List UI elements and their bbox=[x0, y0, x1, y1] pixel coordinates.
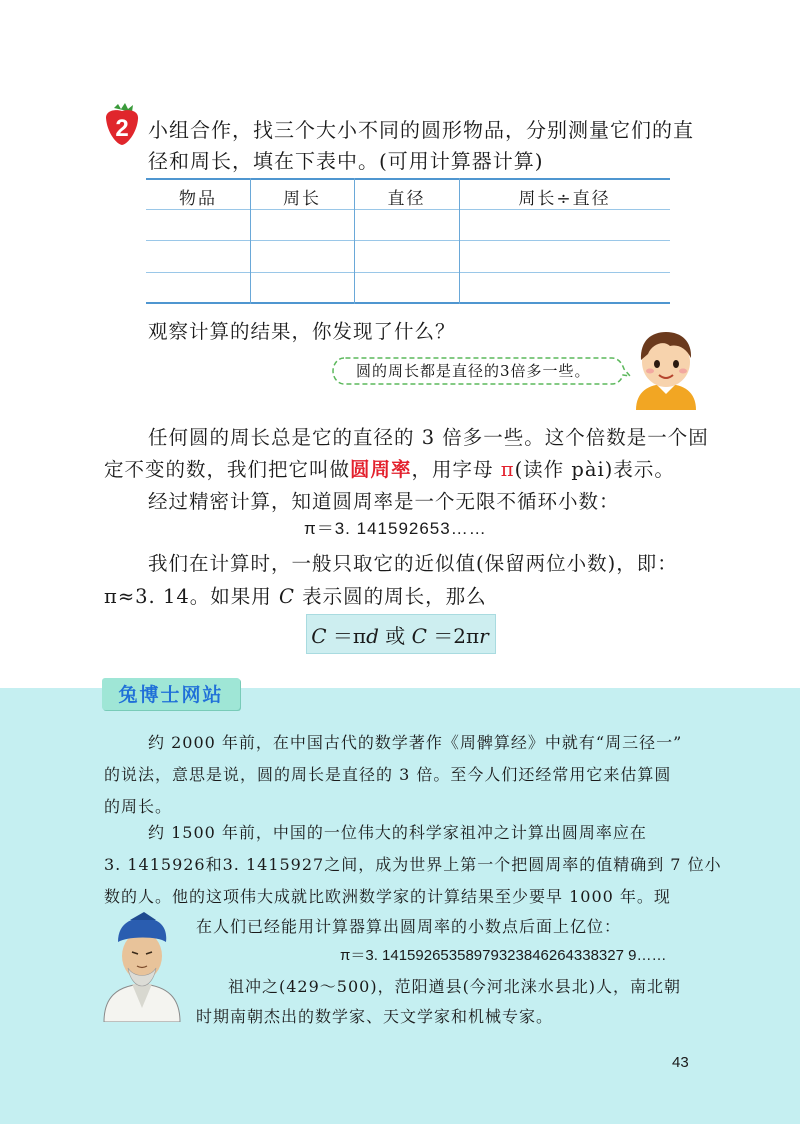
activity-text-line-2: 径和周长，填在下表中。(可用计算器计算) bbox=[148, 149, 544, 173]
definition-line-2-middle: ，用字母 bbox=[411, 458, 501, 481]
pi-value: π＝3. 141592653…… bbox=[304, 519, 487, 538]
boy-illustration bbox=[626, 326, 706, 410]
history-paragraph-1-line-3: 的周长。 bbox=[104, 797, 173, 816]
question-text: 观察计算的结果，你发现了什么？ bbox=[148, 320, 456, 343]
formula-equals-2pi: ＝2π bbox=[426, 624, 480, 648]
formula-r: r bbox=[479, 624, 489, 648]
strawberry-number-badge bbox=[102, 102, 142, 146]
table-header-diameter: 直径 bbox=[387, 189, 426, 209]
formula-d: d bbox=[366, 624, 379, 648]
pi-long-value: π＝3. 14159265358979323846264338327 9…… bbox=[340, 947, 667, 964]
formula-equals-pi: ＝π bbox=[326, 624, 367, 648]
zu-chongzhi-portrait bbox=[100, 912, 184, 1022]
history-paragraph-2-line-1: 约 1500 年前，中国的一位伟大的科学家祖冲之计算出圆周率应在 bbox=[148, 823, 647, 842]
table-bottom-border bbox=[146, 302, 670, 304]
pi-symbol: π bbox=[500, 458, 515, 481]
table-row[interactable] bbox=[146, 241, 670, 272]
bio-line-2: 时期南朝杰出的数学家、天文学家和机械专家。 bbox=[196, 1007, 554, 1026]
table-header-item: 物品 bbox=[179, 189, 217, 209]
definition-line-5 bbox=[104, 581, 487, 609]
history-paragraph-2-line-3: 数的人。他的这项伟大成就比欧洲数学家的计算结果至少要早 1000 年。现 bbox=[104, 887, 671, 906]
definition-line-5-end: 表示圆的周长，那么 bbox=[294, 585, 487, 608]
history-paragraph-1-line-2: 的说法，意思是说，圆的周长是直径的 3 倍。至今人们还经常用它来估算圆 bbox=[104, 765, 672, 784]
history-paragraph-1-line-1: 约 2000 年前，在中国古代的数学著作《周髀算经》中就有“周三径一” bbox=[148, 733, 683, 752]
table-row[interactable] bbox=[146, 273, 670, 302]
definition-line-2 bbox=[104, 454, 675, 482]
table-header-ratio: 周长÷直径 bbox=[518, 189, 611, 209]
definition-line-3: 经过精密计算，知道圆周率是一个无限不循环小数： bbox=[148, 490, 620, 513]
history-paragraph-2-line-2: 3. 1415926和3. 1415927之间，成为世界上第一个把圆周率的值精确到 7 位小 bbox=[104, 855, 722, 874]
activity-text-line-1: 小组合作，找三个大小不同的圆形物品，分别测量它们的直 bbox=[148, 118, 694, 142]
table-top-border bbox=[146, 178, 670, 180]
formula-c-2: C bbox=[411, 624, 427, 648]
definition-line-1: 任何圆的周长总是它的直径的 3 倍多一些。这个倍数是一个固 bbox=[148, 426, 709, 449]
page-number: 43 bbox=[672, 1054, 689, 1071]
formula-or: 或 bbox=[378, 624, 412, 648]
definition-line-4: 我们在计算时，一般只取它的近似值(保留两位小数)，即： bbox=[148, 552, 678, 575]
formula-c: C bbox=[311, 624, 327, 648]
table-header-circumference: 周长 bbox=[283, 189, 321, 209]
speech-bubble-text: 圆的周长都是直径的3倍多一些。 bbox=[356, 362, 591, 380]
measurement-table bbox=[146, 178, 670, 304]
table-row[interactable] bbox=[146, 210, 670, 240]
website-title: 兔博士网站 bbox=[118, 684, 224, 706]
definition-line-2-end: (读作 pài)表示。 bbox=[514, 458, 675, 481]
circumference-formula bbox=[306, 620, 494, 649]
history-paragraph-2-line-4: 在人们已经能用计算器算出圆周率的小数点后面上亿位： bbox=[196, 917, 622, 936]
activity-number: 2 bbox=[115, 115, 129, 142]
variable-c: C bbox=[278, 585, 295, 608]
bio-line-1: 祖冲之(429～500)，范阳遒县(今河北涞水县北)人，南北朝 bbox=[228, 977, 682, 996]
term-pi-highlight: 圆周率 bbox=[350, 458, 412, 481]
definition-line-5-start: π≈3. 14。如果用 bbox=[104, 585, 279, 608]
definition-line-2-start: 定不变的数，我们把它叫做 bbox=[104, 458, 351, 481]
